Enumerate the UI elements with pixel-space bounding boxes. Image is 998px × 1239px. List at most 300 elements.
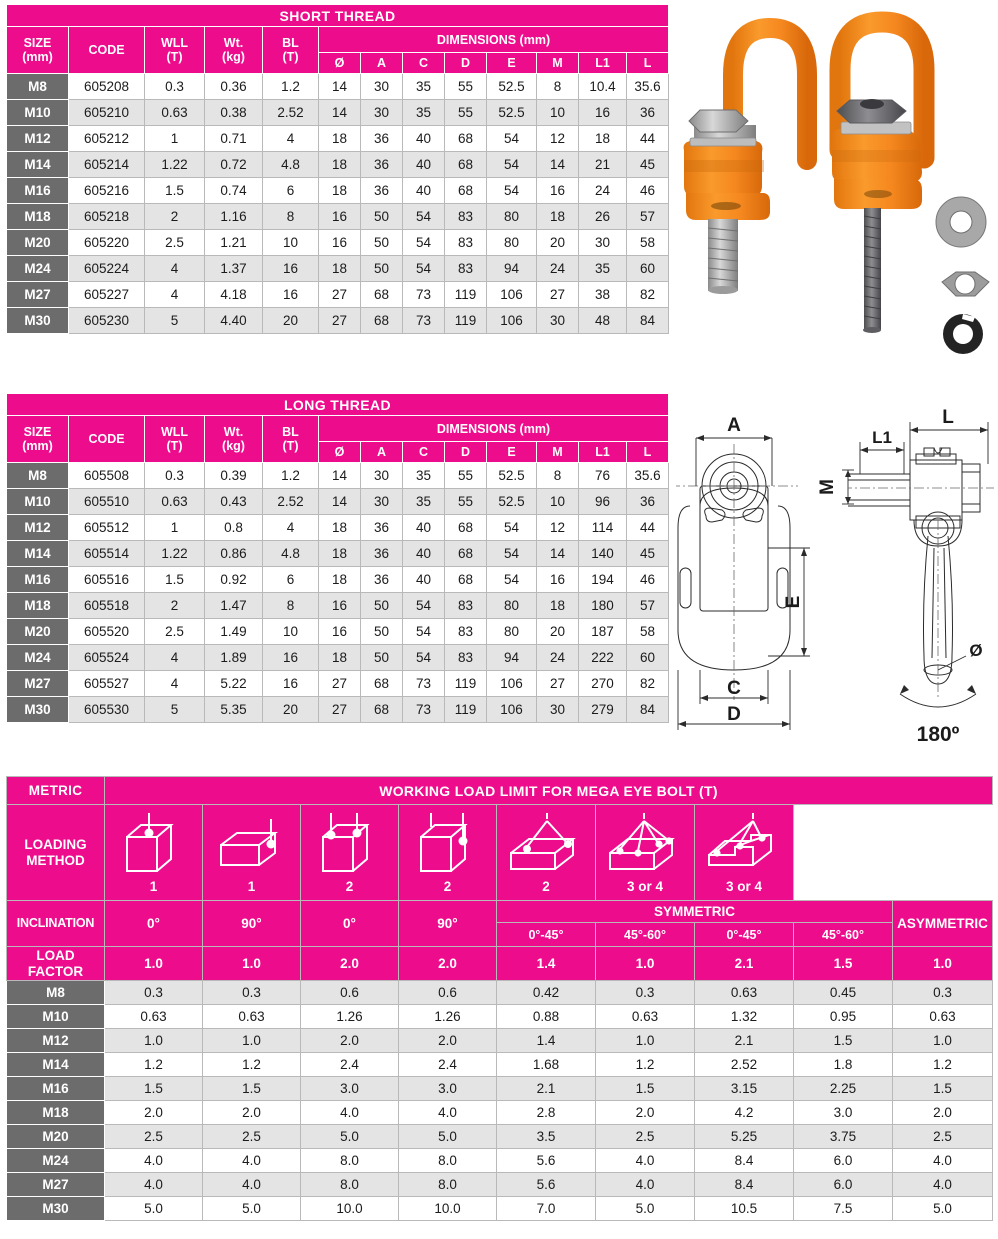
wll-value-cell-2: 0.3 (203, 981, 301, 1005)
table-row (7, 645, 669, 671)
long-l-cell: 46 (627, 567, 669, 593)
inclination-label: INCLINATION (7, 901, 105, 947)
wll-value-cell-6: 5.0 (596, 1197, 695, 1221)
working-load-limit-table (6, 776, 993, 1221)
short-m-cell: 24 (537, 256, 579, 282)
short-code-cell: 605230 (69, 308, 145, 334)
loading-method-cell-3 (301, 805, 399, 901)
header-code: CODE (69, 416, 145, 463)
wll-value-cell-3: 2.4 (301, 1053, 399, 1077)
wll-value-cell-2: 1.0 (203, 1029, 301, 1053)
wll-value-cell-7: 4.2 (695, 1101, 794, 1125)
wll-value-cell-8: 6.0 (794, 1173, 893, 1197)
header-dim-l: L (627, 53, 669, 74)
header-wll (145, 416, 205, 463)
load-factor-8: 1.5 (794, 947, 893, 981)
load-factor-row (7, 947, 993, 981)
long-dia-cell: 18 (319, 567, 361, 593)
short-e-cell: 52.5 (487, 100, 537, 126)
long-code-cell: 605527 (69, 671, 145, 697)
short-dia-cell: 18 (319, 256, 361, 282)
short-wt-cell: 0.36 (205, 74, 263, 100)
table-row (7, 489, 669, 515)
short-a-cell: 36 (361, 178, 403, 204)
long-e-cell: 106 (487, 671, 537, 697)
short-bl-cell: 4 (263, 126, 319, 152)
dim-label-l: L (942, 408, 954, 428)
long-size-cell: M8 (7, 463, 69, 489)
short-thread-body (7, 74, 669, 334)
long-wll-cell: 1 (145, 515, 205, 541)
short-dia-cell: 14 (319, 74, 361, 100)
table-row (7, 126, 669, 152)
long-d-cell: 55 (445, 489, 487, 515)
short-a-cell: 68 (361, 282, 403, 308)
loading-method-cell-5 (497, 805, 596, 901)
wll-title-row (7, 777, 993, 805)
short-wll-cell: 1 (145, 126, 205, 152)
short-wll-cell: 0.3 (145, 74, 205, 100)
wll-value-cell-7: 0.63 (695, 981, 794, 1005)
long-e-cell: 52.5 (487, 463, 537, 489)
header-weight-line2: (kg) (222, 439, 245, 453)
wll-value-cell-2: 1.2 (203, 1053, 301, 1077)
long-wll-cell: 1.22 (145, 541, 205, 567)
long-a-cell: 30 (361, 463, 403, 489)
wll-value-cell-8: 0.95 (794, 1005, 893, 1029)
wll-value-cell-3: 8.0 (301, 1173, 399, 1197)
table-row (7, 230, 669, 256)
long-c-cell: 40 (403, 541, 445, 567)
wll-value-cell-3: 1.26 (301, 1005, 399, 1029)
long-c-cell: 40 (403, 515, 445, 541)
short-m-cell: 12 (537, 126, 579, 152)
table-row (7, 515, 669, 541)
wll-value-cell-8: 1.5 (794, 1029, 893, 1053)
load-factor-line1: LOAD (36, 947, 75, 963)
long-bl-cell: 2.52 (263, 489, 319, 515)
long-code-cell: 605520 (69, 619, 145, 645)
short-code-cell: 605218 (69, 204, 145, 230)
short-e-cell: 80 (487, 204, 537, 230)
table-row (7, 619, 669, 645)
wll-size-cell: M12 (7, 1029, 105, 1053)
long-wt-cell: 0.86 (205, 541, 263, 567)
header-dim-diameter: Ø (319, 53, 361, 74)
asymmetric-label: ASYMMETRIC (893, 901, 993, 947)
table-row (7, 593, 669, 619)
wll-value-cell-9: 1.0 (893, 1029, 993, 1053)
table-row (7, 1005, 993, 1029)
long-wt-cell: 1.89 (205, 645, 263, 671)
short-wll-cell: 4 (145, 282, 205, 308)
wll-value-cell-2: 4.0 (203, 1173, 301, 1197)
wll-value-cell-6: 4.0 (596, 1149, 695, 1173)
short-a-cell: 30 (361, 100, 403, 126)
inclination-value-4: 90° (399, 901, 497, 947)
hoist-ring-long-thread (832, 22, 924, 333)
short-d-cell: 119 (445, 308, 487, 334)
short-size-cell: M16 (7, 178, 69, 204)
wll-value-cell-9: 0.3 (893, 981, 993, 1005)
short-wt-cell: 0.74 (205, 178, 263, 204)
table-row (7, 282, 669, 308)
short-a-cell: 68 (361, 308, 403, 334)
long-size-cell: M14 (7, 541, 69, 567)
short-m-cell: 10 (537, 100, 579, 126)
loading-method-count-5: 2 (542, 879, 550, 894)
load-factor-2: 1.0 (203, 947, 301, 981)
wll-value-cell-8: 1.8 (794, 1053, 893, 1077)
wll-value-cell-8: 0.45 (794, 981, 893, 1005)
short-wt-cell: 4.40 (205, 308, 263, 334)
long-c-cell: 54 (403, 593, 445, 619)
header-dimensions: DIMENSIONS (mm) (319, 416, 669, 442)
wll-value-cell-2: 4.0 (203, 1149, 301, 1173)
long-wll-cell: 1.5 (145, 567, 205, 593)
dim-label-a: A (727, 415, 741, 436)
long-thread-title-row (7, 394, 669, 416)
header-dim-m: M (537, 442, 579, 463)
wll-value-cell-5: 7.0 (497, 1197, 596, 1221)
inclination-value-1: 0° (105, 901, 203, 947)
wll-value-cell-5: 0.88 (497, 1005, 596, 1029)
loading-method-cell-4 (399, 805, 497, 901)
short-l-cell: 45 (627, 152, 669, 178)
loading-method-count-2: 1 (247, 879, 256, 894)
long-wll-cell: 0.63 (145, 489, 205, 515)
wll-value-cell-6: 2.5 (596, 1125, 695, 1149)
header-weight-line1: Wt. (223, 425, 244, 439)
long-wll-cell: 2 (145, 593, 205, 619)
wll-value-cell-4: 8.0 (399, 1173, 497, 1197)
load-factor-1: 1.0 (105, 947, 203, 981)
table-row (7, 152, 669, 178)
short-bl-cell: 10 (263, 230, 319, 256)
long-a-cell: 30 (361, 489, 403, 515)
long-size-cell: M16 (7, 567, 69, 593)
loading-method-line1: LOADING (24, 836, 87, 852)
wll-value-cell-7: 1.32 (695, 1005, 794, 1029)
wll-value-cell-3: 10.0 (301, 1197, 399, 1221)
header-size (7, 27, 69, 74)
header-dim-m: M (537, 53, 579, 74)
long-bl-cell: 20 (263, 697, 319, 723)
short-m-cell: 30 (537, 308, 579, 334)
long-code-cell: 605510 (69, 489, 145, 515)
long-c-cell: 40 (403, 567, 445, 593)
wll-value-cell-8: 3.0 (794, 1101, 893, 1125)
short-m-cell: 16 (537, 178, 579, 204)
long-c-cell: 73 (403, 671, 445, 697)
wll-value-cell-7: 8.4 (695, 1149, 794, 1173)
lock-washer (943, 314, 983, 354)
dim-label-d: D (727, 704, 741, 725)
long-l1-cell: 279 (579, 697, 627, 723)
header-wll-line2: (T) (166, 439, 183, 453)
short-d-cell: 83 (445, 204, 487, 230)
wll-value-cell-9: 5.0 (893, 1197, 993, 1221)
long-wll-cell: 5 (145, 697, 205, 723)
short-dia-cell: 18 (319, 126, 361, 152)
slab-2-leg-sling-icon (497, 813, 597, 881)
angle-value-4: 45°-60° (794, 923, 893, 947)
short-dia-cell: 27 (319, 282, 361, 308)
short-dia-cell: 14 (319, 100, 361, 126)
table-row (7, 567, 669, 593)
short-wt-cell: 0.38 (205, 100, 263, 126)
header-dim-d: D (445, 442, 487, 463)
long-code-cell: 605518 (69, 593, 145, 619)
long-a-cell: 50 (361, 619, 403, 645)
short-l1-cell: 16 (579, 100, 627, 126)
long-l-cell: 35.6 (627, 463, 669, 489)
short-l-cell: 44 (627, 126, 669, 152)
cube-1-point-vertical-icon (111, 813, 197, 881)
loading-method-line2: METHOD (26, 852, 85, 868)
header-dim-l: L (627, 442, 669, 463)
long-code-cell: 605512 (69, 515, 145, 541)
long-l-cell: 84 (627, 697, 669, 723)
short-l1-cell: 21 (579, 152, 627, 178)
short-wll-cell: 1.22 (145, 152, 205, 178)
short-e-cell: 54 (487, 152, 537, 178)
header-wll-line1: WLL (160, 36, 189, 50)
table-row (7, 541, 669, 567)
wll-value-cell-3: 8.0 (301, 1149, 399, 1173)
dim-label-diameter: Ø (969, 641, 983, 660)
long-e-cell: 54 (487, 541, 537, 567)
short-l1-cell: 26 (579, 204, 627, 230)
long-l-cell: 57 (627, 593, 669, 619)
long-wt-cell: 1.47 (205, 593, 263, 619)
long-a-cell: 36 (361, 515, 403, 541)
header-bl (263, 416, 319, 463)
short-l1-cell: 24 (579, 178, 627, 204)
wll-value-cell-1: 5.0 (105, 1197, 203, 1221)
long-e-cell: 54 (487, 515, 537, 541)
short-l-cell: 82 (627, 282, 669, 308)
wll-value-cell-7: 10.5 (695, 1197, 794, 1221)
short-size-cell: M27 (7, 282, 69, 308)
long-e-cell: 94 (487, 645, 537, 671)
long-d-cell: 68 (445, 567, 487, 593)
long-d-cell: 83 (445, 593, 487, 619)
wll-value-cell-3: 4.0 (301, 1101, 399, 1125)
short-e-cell: 54 (487, 178, 537, 204)
load-factor-line2: FACTOR (27, 963, 84, 979)
wll-size-cell: M24 (7, 1149, 105, 1173)
long-l1-cell: 96 (579, 489, 627, 515)
short-code-cell: 605212 (69, 126, 145, 152)
wll-value-cell-3: 2.0 (301, 1029, 399, 1053)
long-thread-title: LONG THREAD (7, 394, 669, 416)
short-l-cell: 35.6 (627, 74, 669, 100)
header-wll-line2: (T) (166, 50, 183, 64)
short-code-cell: 605224 (69, 256, 145, 282)
wll-value-cell-5: 5.6 (497, 1173, 596, 1197)
angle-value-2: 45°-60° (596, 923, 695, 947)
long-l-cell: 45 (627, 541, 669, 567)
short-e-cell: 54 (487, 126, 537, 152)
short-c-cell: 40 (403, 178, 445, 204)
wll-value-cell-6: 1.2 (596, 1053, 695, 1077)
short-size-cell: M20 (7, 230, 69, 256)
short-dia-cell: 27 (319, 308, 361, 334)
long-wll-cell: 4 (145, 645, 205, 671)
wll-value-cell-2: 2.0 (203, 1101, 301, 1125)
short-wt-cell: 0.72 (205, 152, 263, 178)
short-thread-header-row-1 (7, 27, 669, 53)
long-wt-cell: 1.49 (205, 619, 263, 645)
loading-method-row (7, 805, 993, 901)
long-l-cell: 82 (627, 671, 669, 697)
header-size-line1: SIZE (23, 36, 52, 50)
long-bl-cell: 16 (263, 645, 319, 671)
angle-value-3: 0°-45° (695, 923, 794, 947)
short-wt-cell: 1.21 (205, 230, 263, 256)
short-wt-cell: 4.18 (205, 282, 263, 308)
short-thread-title: SHORT THREAD (7, 5, 669, 27)
loading-method-count-3: 2 (345, 879, 354, 894)
long-e-cell: 80 (487, 593, 537, 619)
table-row (7, 1029, 993, 1053)
short-dia-cell: 16 (319, 230, 361, 256)
header-size-line2: (mm) (22, 439, 53, 453)
short-e-cell: 80 (487, 230, 537, 256)
long-m-cell: 14 (537, 541, 579, 567)
wll-value-cell-5: 2.8 (497, 1101, 596, 1125)
loading-method-count-4: 2 (443, 879, 452, 894)
product-photo-swivel-hoist-rings (678, 0, 998, 380)
wll-size-cell: M30 (7, 1197, 105, 1221)
long-a-cell: 50 (361, 645, 403, 671)
long-size-cell: M18 (7, 593, 69, 619)
wll-value-cell-3: 3.0 (301, 1077, 399, 1101)
dim-label-c: C (727, 678, 741, 699)
table-row (7, 1101, 993, 1125)
header-dim-a: A (361, 53, 403, 74)
long-dia-cell: 18 (319, 515, 361, 541)
load-factor-3: 2.0 (301, 947, 399, 981)
short-code-cell: 605220 (69, 230, 145, 256)
long-a-cell: 36 (361, 541, 403, 567)
table-row (7, 671, 669, 697)
wll-value-cell-2: 1.5 (203, 1077, 301, 1101)
loading-method-cell-6 (596, 805, 695, 901)
short-code-cell: 605227 (69, 282, 145, 308)
long-wt-cell: 5.35 (205, 697, 263, 723)
inclination-value-2: 90° (203, 901, 301, 947)
flat-box-1-point-side-icon (209, 813, 295, 881)
short-a-cell: 36 (361, 152, 403, 178)
flat-washer (936, 197, 986, 247)
long-c-cell: 54 (403, 619, 445, 645)
wll-value-cell-1: 2.5 (105, 1125, 203, 1149)
table-row (7, 74, 669, 100)
wll-value-cell-7: 3.15 (695, 1077, 794, 1101)
long-e-cell: 54 (487, 567, 537, 593)
short-c-cell: 35 (403, 74, 445, 100)
inclination-value-3: 0° (301, 901, 399, 947)
long-dia-cell: 16 (319, 619, 361, 645)
header-dim-d: D (445, 53, 487, 74)
short-thread-spec-table (6, 4, 669, 334)
wll-value-cell-3: 0.6 (301, 981, 399, 1005)
long-m-cell: 30 (537, 697, 579, 723)
short-l-cell: 57 (627, 204, 669, 230)
long-m-cell: 20 (537, 619, 579, 645)
wll-value-cell-8: 7.5 (794, 1197, 893, 1221)
short-size-cell: M24 (7, 256, 69, 282)
loading-method-cell-1 (105, 805, 203, 901)
load-factor-9: 1.0 (893, 947, 993, 981)
short-l1-cell: 10.4 (579, 74, 627, 100)
short-bl-cell: 1.2 (263, 74, 319, 100)
long-m-cell: 27 (537, 671, 579, 697)
wll-value-cell-9: 2.0 (893, 1101, 993, 1125)
wll-value-cell-2: 0.63 (203, 1005, 301, 1029)
long-code-cell: 605514 (69, 541, 145, 567)
wll-size-cell: M16 (7, 1077, 105, 1101)
header-bl (263, 27, 319, 74)
short-c-cell: 73 (403, 308, 445, 334)
short-m-cell: 20 (537, 230, 579, 256)
long-l1-cell: 187 (579, 619, 627, 645)
short-c-cell: 40 (403, 126, 445, 152)
long-bl-cell: 16 (263, 671, 319, 697)
wll-value-cell-4: 2.0 (399, 1029, 497, 1053)
long-size-cell: M10 (7, 489, 69, 515)
wll-value-cell-9: 1.2 (893, 1053, 993, 1077)
short-size-cell: M10 (7, 100, 69, 126)
short-m-cell: 27 (537, 282, 579, 308)
cube-2-point-vertical-icon (307, 813, 393, 881)
short-dia-cell: 16 (319, 204, 361, 230)
load-factor-5: 1.4 (497, 947, 596, 981)
long-l-cell: 44 (627, 515, 669, 541)
long-wt-cell: 0.39 (205, 463, 263, 489)
table-row (7, 463, 669, 489)
short-e-cell: 52.5 (487, 74, 537, 100)
short-a-cell: 50 (361, 230, 403, 256)
long-wt-cell: 0.43 (205, 489, 263, 515)
short-d-cell: 119 (445, 282, 487, 308)
short-d-cell: 68 (445, 178, 487, 204)
header-dim-e: E (487, 53, 537, 74)
wll-value-cell-5: 3.5 (497, 1125, 596, 1149)
wll-value-cell-8: 2.25 (794, 1077, 893, 1101)
long-m-cell: 18 (537, 593, 579, 619)
wll-value-cell-7: 2.52 (695, 1053, 794, 1077)
long-e-cell: 106 (487, 697, 537, 723)
wll-value-cell-9: 1.5 (893, 1077, 993, 1101)
long-dia-cell: 18 (319, 541, 361, 567)
wll-title: WORKING LOAD LIMIT FOR MEGA EYE BOLT (T) (105, 777, 993, 805)
table-row (7, 697, 669, 723)
short-bl-cell: 2.52 (263, 100, 319, 126)
long-l1-cell: 270 (579, 671, 627, 697)
short-l-cell: 46 (627, 178, 669, 204)
table-row (7, 204, 669, 230)
loading-method-count-7: 3 or 4 (725, 879, 763, 894)
wll-value-cell-5: 1.4 (497, 1029, 596, 1053)
header-bl-line1: BL (282, 425, 299, 439)
short-m-cell: 8 (537, 74, 579, 100)
long-l-cell: 36 (627, 489, 669, 515)
wll-size-cell: M8 (7, 981, 105, 1005)
short-code-cell: 605208 (69, 74, 145, 100)
